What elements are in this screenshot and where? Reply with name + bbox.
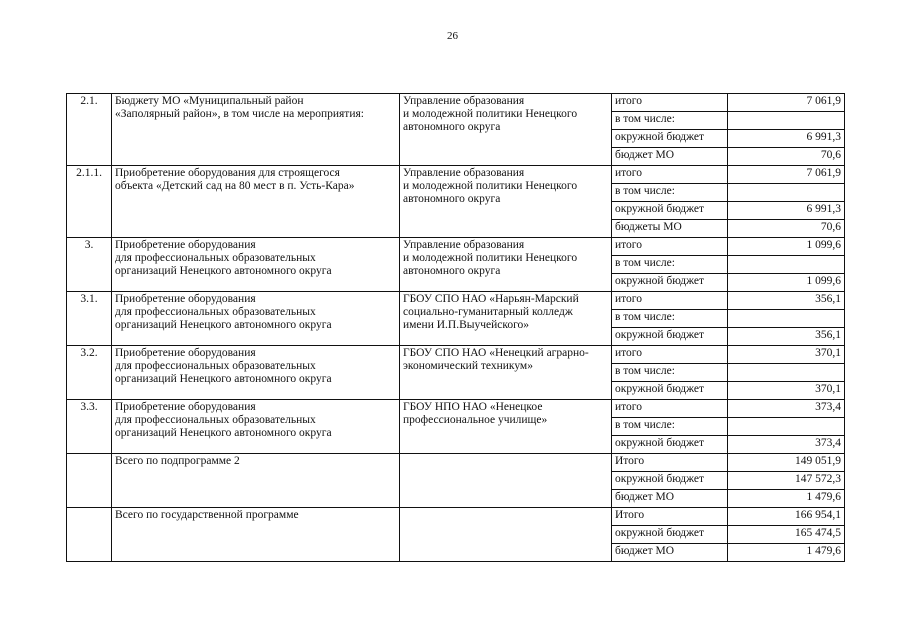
funding-source: бюджеты МО [612, 220, 728, 238]
executor-line: и молодежной политики Ненецкого [403, 180, 578, 192]
funding-amount: 370,1 [728, 382, 845, 400]
executor-line: автономного округа [403, 121, 501, 133]
activity-name-line: для профессиональных образовательных [115, 414, 316, 426]
executor [400, 400, 612, 454]
budget-table [66, 93, 845, 562]
row-number [67, 508, 112, 562]
executor-line: Управление образования [403, 167, 525, 179]
funding-source: окружной бюджет [612, 472, 728, 490]
funding-source: окружной бюджет [612, 436, 728, 454]
funding-amount: 356,1 [728, 328, 845, 346]
activity-name-line: организаций Ненецкого автономного округа [115, 427, 332, 439]
activity-name [112, 454, 400, 508]
funding-source: окружной бюджет [612, 130, 728, 148]
row-number: 3.3. [67, 400, 112, 454]
funding-source: Итого [612, 508, 728, 526]
funding-source: итого [612, 346, 728, 364]
funding-source: в том числе: [612, 112, 728, 130]
funding-source: в том числе: [612, 256, 728, 274]
table-row [67, 400, 845, 418]
funding-source: окружной бюджет [612, 274, 728, 292]
funding-source: итого [612, 292, 728, 310]
executor [400, 238, 612, 292]
executor-line: экономический техникум» [403, 360, 533, 372]
funding-amount: 373,4 [728, 436, 845, 454]
funding-source: окружной бюджет [612, 526, 728, 544]
funding-amount: 166 954,1 [728, 508, 845, 526]
activity-name-line: Приобретение оборудования [115, 239, 256, 251]
executor [400, 292, 612, 346]
row-number: 3. [67, 238, 112, 292]
activity-name-line: организаций Ненецкого автономного округа [115, 373, 332, 385]
executor-line: Управление образования [403, 95, 525, 107]
funding-source: Итого [612, 454, 728, 472]
activity-name-line: Приобретение оборудования [115, 293, 256, 305]
funding-amount: 6 991,3 [728, 130, 845, 148]
row-number [67, 454, 112, 508]
executor [400, 166, 612, 238]
funding-amount: 1 099,6 [728, 274, 845, 292]
funding-amount: 70,6 [728, 220, 845, 238]
funding-amount: 1 479,6 [728, 490, 845, 508]
activity-name [112, 292, 400, 346]
activity-name-line: Бюджету МО «Муниципальный район [115, 95, 304, 107]
funding-source: окружной бюджет [612, 382, 728, 400]
funding-amount: 6 991,3 [728, 202, 845, 220]
funding-amount: 165 474,5 [728, 526, 845, 544]
table-row [67, 508, 845, 526]
table-row [67, 166, 845, 184]
activity-name [112, 166, 400, 238]
executor-line: и молодежной политики Ненецкого [403, 252, 578, 264]
funding-source: бюджет МО [612, 490, 728, 508]
executor [400, 454, 612, 508]
table-row [67, 292, 845, 310]
executor-line: профессиональное училище» [403, 414, 548, 426]
funding-amount: 1 479,6 [728, 544, 845, 562]
executor-line: и молодежной политики Ненецкого [403, 108, 578, 120]
funding-amount: 7 061,9 [728, 166, 845, 184]
executor-line: Управление образования [403, 239, 525, 251]
activity-name-line: для профессиональных образовательных [115, 306, 316, 318]
funding-amount [728, 256, 845, 274]
funding-amount: 70,6 [728, 148, 845, 166]
activity-name-line: «Заполярный район», в том числе на мероприятия: [115, 108, 364, 120]
activity-name-line: для профессиональных образовательных [115, 252, 316, 264]
funding-amount: 7 061,9 [728, 94, 845, 112]
funding-amount: 356,1 [728, 292, 845, 310]
page-number: 26 [447, 30, 458, 42]
funding-source: окружной бюджет [612, 328, 728, 346]
funding-amount: 373,4 [728, 400, 845, 418]
row-number: 2.1. [67, 94, 112, 166]
funding-source: в том числе: [612, 364, 728, 382]
executor-line: автономного округа [403, 265, 501, 277]
table-row [67, 238, 845, 256]
executor-line: имени И.П.Выучейского» [403, 319, 530, 331]
funding-source: бюджет МО [612, 544, 728, 562]
activity-name-line: организаций Ненецкого автономного округа [115, 319, 332, 331]
activity-name-line: организаций Ненецкого автономного округа [115, 265, 332, 277]
funding-amount [728, 112, 845, 130]
activity-name [112, 346, 400, 400]
activity-name-line: Приобретение оборудования [115, 401, 256, 413]
activity-name-line: Всего по подпрограмме 2 [115, 455, 240, 467]
funding-source: итого [612, 400, 728, 418]
funding-source: итого [612, 94, 728, 112]
funding-source: окружной бюджет [612, 202, 728, 220]
row-number: 3.2. [67, 346, 112, 400]
funding-amount [728, 310, 845, 328]
activity-name [112, 238, 400, 292]
executor-line: социально-гуманитарный колледж [403, 306, 573, 318]
activity-name [112, 508, 400, 562]
funding-amount [728, 364, 845, 382]
table-row [67, 454, 845, 472]
executor-line: ГБОУ НПО НАО «Ненецкое [403, 401, 543, 413]
activity-name-line: для профессиональных образовательных [115, 360, 316, 372]
executor [400, 508, 612, 562]
activity-name-line: объекта «Детский сад на 80 мест в п. Усть-Кара» [115, 180, 355, 192]
activity-name-line: Приобретение оборудования [115, 347, 256, 359]
funding-amount: 1 099,6 [728, 238, 845, 256]
row-number: 3.1. [67, 292, 112, 346]
funding-amount: 149 051,9 [728, 454, 845, 472]
funding-amount: 147 572,3 [728, 472, 845, 490]
funding-amount: 370,1 [728, 346, 845, 364]
funding-source: в том числе: [612, 418, 728, 436]
funding-source: итого [612, 238, 728, 256]
funding-amount [728, 418, 845, 436]
executor [400, 94, 612, 166]
activity-name [112, 400, 400, 454]
funding-source: бюджет МО [612, 148, 728, 166]
activity-name-line: Всего по государственной программе [115, 509, 299, 521]
funding-source: итого [612, 166, 728, 184]
funding-source: в том числе: [612, 310, 728, 328]
table-row [67, 94, 845, 112]
executor-line: ГБОУ СПО НАО «Ненецкий аграрно- [403, 347, 589, 359]
executor-line: автономного округа [403, 193, 501, 205]
table-row [67, 346, 845, 364]
executor-line: ГБОУ СПО НАО «Нарьян-Марский [403, 293, 579, 305]
funding-amount [728, 184, 845, 202]
row-number: 2.1.1. [67, 166, 112, 238]
funding-source: в том числе: [612, 184, 728, 202]
activity-name [112, 94, 400, 166]
executor [400, 346, 612, 400]
activity-name-line: Приобретение оборудования для строящегося [115, 167, 340, 179]
